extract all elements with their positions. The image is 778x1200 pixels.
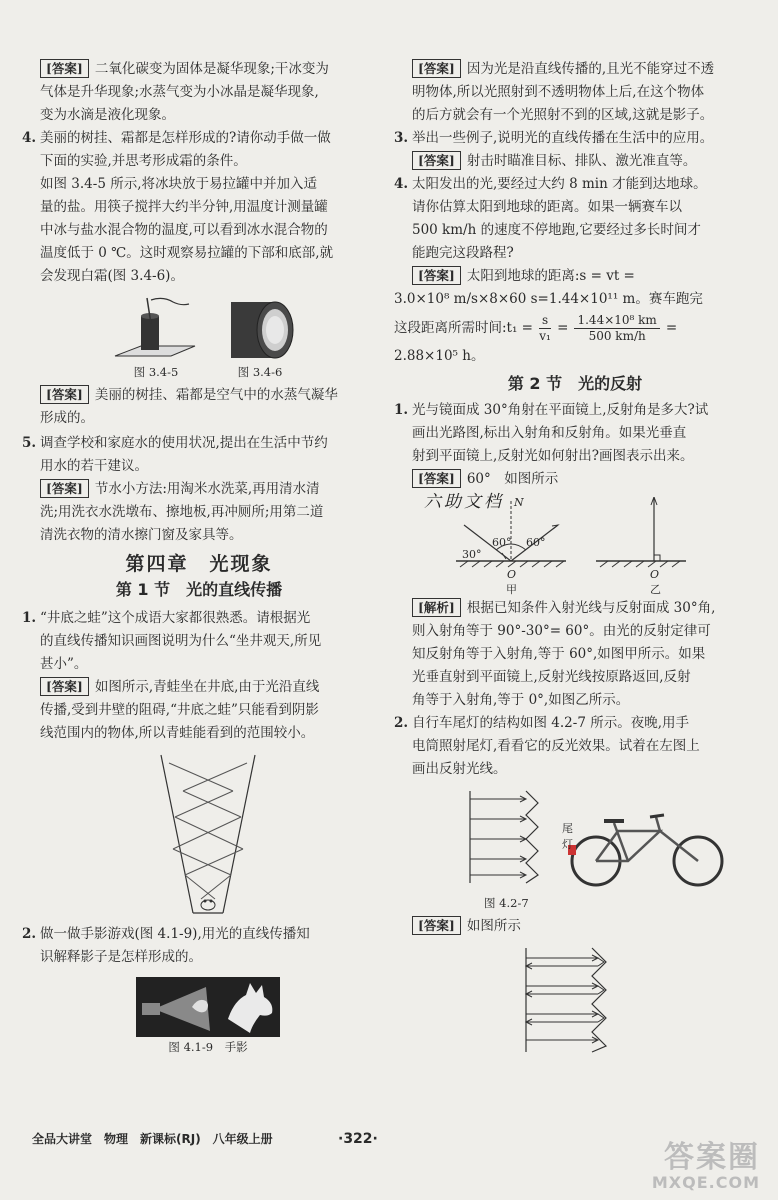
answer-label: [答案] <box>412 916 461 935</box>
diagram-a-label: 甲 <box>506 583 517 596</box>
answer-label: [答案] <box>40 677 89 696</box>
s1q3-line1: 举出一些例子,说明光的直线传播在生活中的应用。 <box>412 130 714 146</box>
angle-60-label: 60° <box>526 536 546 549</box>
section2-question-2 <box>394 712 756 781</box>
section-title: 第 2 节 光的反射 <box>507 374 643 393</box>
site-watermark <box>652 1142 760 1192</box>
s1q2-answer-line2: 明物体,所以光照射到不透明物体上后,在这个物体 <box>412 84 705 100</box>
left-column <box>22 58 376 1059</box>
figure-3-4-5-and-6 <box>40 294 376 380</box>
reflected-rays-diagram <box>522 946 622 1056</box>
s1q2-line2: 识解释影子是怎样形成的。 <box>40 949 202 965</box>
figure-caption: 图 4.1-9 手影 <box>168 1040 248 1054</box>
q5-line2: 用水的若干建议。 <box>40 458 148 474</box>
s1q2-answer-line1: 因为光是沿直线传播的,且光不能穿过不透 <box>466 61 715 77</box>
answer-label: [答案] <box>40 59 89 78</box>
q4-line1: 美丽的树挂、霜都是怎样形成的?请你动手做一做 <box>40 130 331 146</box>
tail-light-answer-figure <box>394 946 756 1064</box>
s1q1-line3: 甚小”。 <box>40 656 88 672</box>
s2q2-line1: 自行车尾灯的结构如图 4.2-7 所示。夜晚,用手 <box>412 715 689 731</box>
fraction-distance-over-speed <box>574 313 659 344</box>
question-number: 1. <box>22 610 37 626</box>
hand-shadow-illustration <box>136 977 280 1037</box>
figure-caption: 图 3.4-6 <box>237 365 283 379</box>
figure-caption: 图 3.4-5 <box>133 365 179 379</box>
question-number: 4. <box>394 176 409 192</box>
question-number: 1. <box>394 402 409 418</box>
page-number: ·322· <box>338 1131 378 1147</box>
q5-answer-line1: 节水小方法:用淘米水洗菜,再用清水清 <box>94 481 320 497</box>
section1-question-4 <box>394 173 756 288</box>
question-number: 2. <box>394 715 409 731</box>
s1q1-line2: 的直线传播知识画图说明为什么“坐井观天,所见 <box>40 633 322 649</box>
q5-answer-line3: 清洗衣物的清水擦门窗及家具等。 <box>40 527 243 543</box>
section1-question-2 <box>22 923 376 1055</box>
s1q1-answer-line1: 如图所示,青蛙坐在井底,由于光沿直线 <box>94 679 320 695</box>
can-stirring-illustration <box>113 294 199 364</box>
question-number: 3. <box>394 130 409 146</box>
tail-light-and-bicycle-illustration <box>464 787 754 897</box>
angle-30-label: 30° <box>462 548 482 561</box>
q5-line1: 调查学校和家庭水的使用状况,提出在生活中节约 <box>40 435 328 451</box>
s2q1-line2: 画出光路图,标出入射角和反射角。如果光垂直 <box>412 425 687 441</box>
answer-label: [答案] <box>40 479 89 498</box>
s1q1-answer-line2: 传播,受到井壁的阻碍,“井底之蛙”只能看到阴影 <box>40 702 319 718</box>
s2q1-analysis-line4: 光垂直射到平面镜上,反射光线按原路返回,反射 <box>412 669 691 685</box>
q4-line7: 会发现白霜(图 3.4-6)。 <box>40 268 184 284</box>
answer-label: [答案] <box>412 59 461 78</box>
s2q1-analysis-line3: 知反射角等于入射角,等于 60°,如图甲所示。如果 <box>412 646 706 662</box>
q3-answer-line2: 气体是升华现象;水蒸气变为小冰晶是凝华现象, <box>40 84 319 100</box>
time-formula <box>394 311 756 345</box>
s1q4-answer-line2: 3.0×10⁸ m/s×8×60 s=1.44×10¹¹ m。赛车跑完 <box>394 291 703 307</box>
tail-light-label: 尾灯 <box>562 822 573 851</box>
book-series-label: 全品大讲堂 物理 新课标(RJ) 八年级上册 <box>32 1132 273 1146</box>
q3-answer-line1: 二氧化碳变为固体是凝华现象;干冰变为 <box>94 61 329 77</box>
answer-label: [答案] <box>412 151 461 170</box>
right-column <box>394 58 756 1064</box>
normal-label: N <box>514 496 524 509</box>
section-title: 第 1 节 光的直线传播 <box>115 580 283 599</box>
q3-answer-line3: 变为水滴是液化现象。 <box>40 107 175 123</box>
section1-question-1 <box>22 607 376 919</box>
s1q4-answer-line4: 2.88×10⁵ h。 <box>394 348 485 364</box>
s2q1-analysis-line5: 角等于入射角,等于 0°,如图乙所示。 <box>412 692 630 708</box>
s1q4-line4: 能跑完这段路程? <box>412 245 514 261</box>
hand-shadow-figure <box>40 977 376 1055</box>
figure-caption: 图 4.2-7 <box>484 896 529 910</box>
formula-prefix: 这段距离所需时间:t₁ = <box>394 319 533 336</box>
s1q4-line2: 请你估算太阳到地球的距离。如果一辆赛车以 <box>412 199 682 215</box>
s1q4-line1: 太阳发出的光,要经过大约 8 min 才能到达地球。 <box>412 176 707 192</box>
well-frog-diagram <box>40 751 376 919</box>
q5-answer-line2: 洗;用洗衣水洗墩布、擦地板,再冲厕所;用第二道 <box>40 504 324 520</box>
s1q2-answer-line3: 的后方就会有一个光照射不到的区域,这就是影子。 <box>412 107 714 123</box>
answer-label: [答案] <box>412 266 461 285</box>
diagram-b-label: 乙 <box>650 583 661 596</box>
s1q2-line1: 做一做手影游戏(图 4.1-9),用光的直线传播知 <box>40 926 310 942</box>
q4-answer-line2: 形成的。 <box>40 410 94 426</box>
well-sight-lines-figure <box>153 751 263 919</box>
question-4 <box>22 127 376 430</box>
s2q2-line3: 画出反射光线。 <box>412 761 507 777</box>
section2-question-1 <box>394 399 756 491</box>
answer-label: [答案] <box>40 385 89 404</box>
s1q1-answer-line3: 线范围内的物体,所以青蛙能看到的范围较小。 <box>40 725 315 741</box>
q4-line2: 下面的实验,并思考形成霜的条件。 <box>40 153 247 169</box>
reflection-figure <box>394 491 756 597</box>
s2q1-line3: 射到平面镜上,反射光如何射出?画图表示出来。 <box>412 448 694 464</box>
bicycle-tail-light-figure <box>394 781 756 911</box>
question-5 <box>22 432 376 547</box>
fraction-denominator: 500 km/h <box>588 328 646 343</box>
section1-question-3 <box>394 127 756 173</box>
q4-line4: 量的盐。用筷子搅拌大约半分钟,用温度计测量罐 <box>40 199 328 215</box>
s1q3-answer-line1: 射击时瞄准目标、排队、激光准直等。 <box>466 153 697 169</box>
analysis-label: [解析] <box>412 598 461 617</box>
s2q2-line2: 电筒照射尾灯,看看它的反光效果。试着在左图上 <box>412 738 700 754</box>
page-footer <box>32 1128 746 1148</box>
equals-sign: = <box>665 319 678 336</box>
question-number: 2. <box>22 926 37 942</box>
watermark-title: 答案圈 <box>664 1140 760 1175</box>
s1q4-line3: 500 km/h 的速度不停地跑,它要经过多长时间才 <box>412 222 701 238</box>
handwritten-note: 六助文档 <box>424 492 504 512</box>
q4-line5: 中冰与盐水混合物的温度,可以看到冰水混合物的 <box>40 222 328 238</box>
s2q2-answer-line1: 如图所示 <box>466 918 521 934</box>
frosted-can-illustration <box>217 294 303 364</box>
q4-answer-line1: 美丽的树挂、霜都是空气中的水蒸气凝华 <box>94 387 338 403</box>
angle-60-label: 60° <box>492 536 512 549</box>
s1q1-line1: “井底之蛙”这个成语大家都很熟悉。请根据光 <box>40 610 311 626</box>
answer-label: [答案] <box>412 469 461 488</box>
chapter-title: 第四章 光现象 <box>125 553 273 575</box>
q3-answer <box>22 58 376 81</box>
equals-sign: = <box>557 319 569 336</box>
watermark-url: MXQE.COM <box>651 1173 760 1192</box>
s2q1-analysis-line2: 则入射角等于 90°-30°= 60°。由光的反射定律可 <box>412 623 711 639</box>
s2q1-answer-line1: 60° 如图所示 <box>466 471 559 487</box>
point-o-label: O <box>507 568 517 581</box>
q4-line6: 温度低于 0 ℃。这时观察易拉罐的下部和底部,就 <box>40 245 334 261</box>
s2q1-analysis-line1: 根据已知条件入射光线与反射面成 30°角, <box>466 600 716 616</box>
fraction-numerator: s <box>539 313 551 329</box>
point-o-label: O <box>650 568 660 581</box>
question-number: 4. <box>22 130 37 146</box>
s2q1-line1: 光与镜面成 30°角射在平面镜上,反射角是多大?试 <box>412 402 709 418</box>
fraction-numerator: 1.44×10⁸ km <box>574 313 659 329</box>
question-number: 5. <box>22 435 37 451</box>
q4-line3: 如图 3.4-5 所示,将冰块放于易拉罐中并加入适 <box>40 176 317 192</box>
s1q4-answer-line1: 太阳到地球的距离:s = vt = <box>466 268 635 284</box>
fraction-denominator: v₁ <box>539 328 551 343</box>
fraction-s-over-v <box>539 313 551 344</box>
